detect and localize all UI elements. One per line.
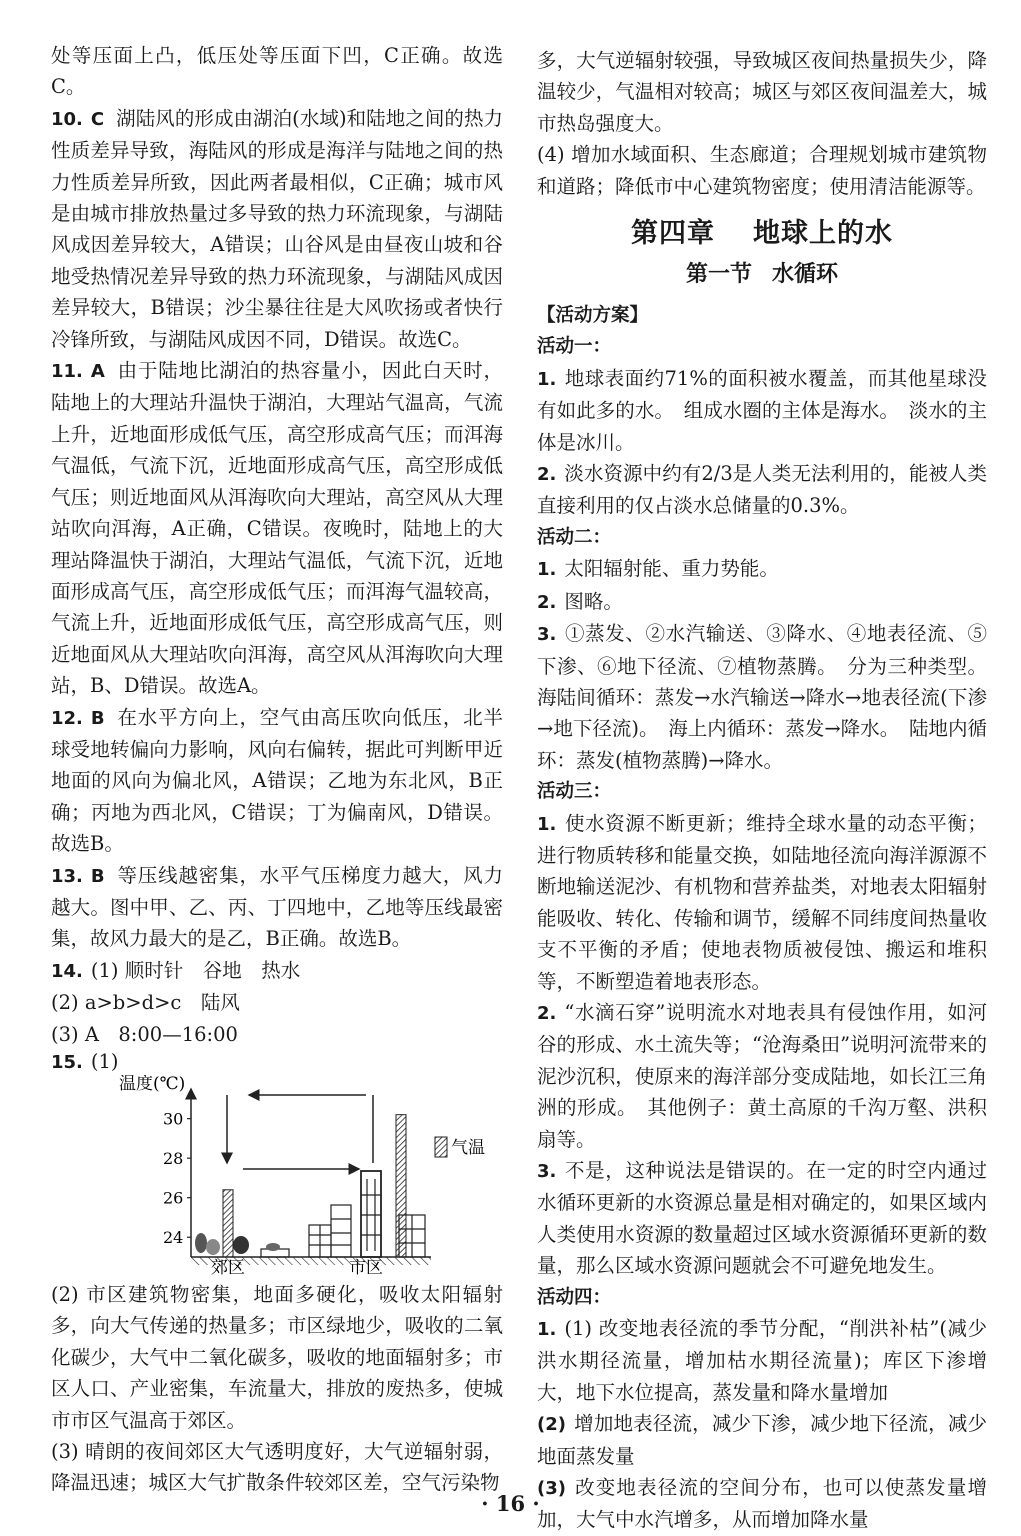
y-tick-label: 26 xyxy=(163,1188,184,1208)
activity-2-heading: 活动二： xyxy=(537,526,612,548)
y-tick-label: 28 xyxy=(163,1149,184,1169)
city-buildings-icon xyxy=(309,1171,425,1257)
left-column xyxy=(51,40,503,1499)
chart-ylabel: 温度(℃) xyxy=(119,1075,186,1094)
activity-3-item-3: 3. 不是，这种说法是错误的。在一定的时空内通过水循环更新的水资源总量是相对确定的，如果区域内人类使用水资源的数量超过区域水资源循环更新的数量，那么区域水资源问题就会不可避免地发生。 xyxy=(537,1159,987,1278)
answer-15-part3-cont: 多，大气逆辐射较强，导致城区夜间热量损失少，降温较少，气温相对较高；城区与郊区夜间温差大，城市热岛强度大。 xyxy=(537,49,987,135)
activity-4-heading: 活动四： xyxy=(537,1286,612,1308)
activity-3-heading: 活动三： xyxy=(537,781,612,803)
page-number: · 16 · xyxy=(481,1491,540,1516)
right-column xyxy=(537,45,987,1536)
answer-11: 11. A 由于陆地比湖泊的热容量小，因此白天时，陆地上的大理站升温快于湖泊，大理站气温高，气流上升，近地面形成低气压，高空形成高气压；而洱海气温低，气流下沉，近地面形成高气压，高空形成低气压；则近地面风从洱海吹向大理站，高空风从大理站吹向洱海，A正确，C错误。夜晚时，陆地上的大理站降温快于湖泊，大理站气温低，气流下沉，近地面形成高气压，高空形成低气压；而洱海气温较高，气流上升，近地面形成低气压，高空形成高气压，则近地面风从大理站吹向洱海，高空风从洱海吹向大理站，B、D错误。故选A。 xyxy=(51,359,503,698)
y-tick-label: 30 xyxy=(163,1109,184,1129)
suburb-trees-icon xyxy=(195,1233,289,1257)
bar-市区 xyxy=(396,1115,406,1257)
answer-14-line3: (3) A 8:00—16:00 xyxy=(51,1022,238,1046)
activity-4-item-2: (2) 增加地表径流，减少下渗，减少地下径流，减少地面蒸发量 xyxy=(537,1412,987,1468)
activity-3-item-1: 1. 使水资源不断更新；维持全球水量的动态平衡；进行物质转移和能量交换，如陆地径流向海洋源源不断地输送泥沙、有机物和营养盐类，对地表太阳辐射能吸收、转化、传输和调节，缓解不同纬度间热量收支不平衡的矛盾；使地表物质被侵蚀、搬运和堆积等，不断塑造着地表形态。 xyxy=(537,811,987,993)
answer-15-part4: (4) 增加水域面积、生态廊道；合理规划城市建筑物和道路；降低市中心建筑物密度；使用清洁能源等。 xyxy=(537,143,987,198)
x-label-city: 市区 xyxy=(349,1258,383,1275)
answer-15-line1: 15. (1) xyxy=(51,1050,119,1073)
activity-3-item-2: 2. “水滴石穿”说明流水对地表具有侵蚀作用，如河谷的形成、水土流失等；“沧海桑田”说明河流带来的泥沙沉积，使原来的海洋部分变成陆地，如长江三角洲的形成。 其他例子：黄土高原的千沟万壑、洪积扇等。 xyxy=(537,1000,987,1151)
y-tick-label: 24 xyxy=(163,1228,184,1248)
answer-10: 10. C 湖陆风的形成由湖泊(水域)和陆地之间的热力性质差异导致，海陆风的形成是海洋与陆地之间的热力性质差异所致，因此两者最相似，C正确；城市风是由城市排放热量过多导致的热力环流现象，与湖陆风成因差异较大，A错误；山谷风是由昼夜山坡和谷地受热情况差异导致的热力环流现象，与湖陆风成因差异较大，B错误；沙尘暴往往是大风吹扬或者快行冷锋所致，与湖陆风成因不同，D错误。故选C。 xyxy=(51,106,503,351)
activity-4-item-3: (3) 改变地表径流的空间分布，也可以使蒸发量增加，大气中水汽增多，从而增加降水量 xyxy=(537,1476,987,1532)
activity-2-item-3: 3. ①蒸发、②水汽输送、③降水、④地表径流、⑤下渗、⑥地下径流、⑦植物蒸腾。 分为三种类型。海陆间循环：蒸发→水汽输送→降水→地表径流(下渗→地下径流)。 海上内循环：蒸发→降水。 陆地内循环：蒸发(植物蒸腾)→降水。 xyxy=(537,622,987,772)
x-label-suburb: 郊区 xyxy=(211,1258,245,1275)
activity-1-item-2: 2. 淡水资源中约有2/3是人类无法利用的，能被人类直接利用的仅占淡水总储量的0.3%。 xyxy=(537,462,987,518)
temperature-chart xyxy=(51,1075,503,1275)
chart-legend xyxy=(435,1137,485,1158)
answer-14-line2: (2) a>b>d>c 陆风 xyxy=(51,991,240,1015)
legend-swatch xyxy=(435,1137,447,1157)
activity-4-item-1: 1. (1) 改变地表径流的季节分配，“削洪补枯”(减少洪水期径流量，增加枯水期径流量)；库区下渗增大，地下水位提高，蒸发量和降水量增加 xyxy=(537,1317,987,1404)
activity-plan-heading: 【活动方案】 xyxy=(537,305,649,327)
activity-1-item-1: 1. 地球表面约71%的面积被水覆盖，而其他星球没有如此多的水。 组成水圈的主体是海水。 淡水的主体是冰川。 xyxy=(537,366,987,454)
activity-2-item-1: 1. 太阳辐射能、重力势能。 xyxy=(537,557,779,581)
answer-14-line1: 14. (1) 顺时针 谷地 热水 xyxy=(51,958,301,982)
answer-15-part3: (3) 晴朗的夜间郊区大气透明度好，大气逆辐射弱，降温迅速；城区大气扩散条件较郊区差，空气污染物 xyxy=(51,1440,503,1495)
circulation-arrows xyxy=(227,1095,373,1169)
answer-15-part2: (2) 市区建筑物密集，地面多硬化，吸收太阳辐射多，向大气传递的热量多；市区绿地少，吸收的二氧化碳少，大气中二氧化碳多，吸收的地面辐射多；市区人口、产业密集，车流量大，排放的废热多，使城市市区气温高于郊区。 xyxy=(51,1283,503,1432)
answer-13: 13. B 等压线越密集，水平气压梯度力越大，风力越大。图中甲、乙、丙、丁四地中，乙地等压线最密集，故风力最大的是乙，B正确。故选B。 xyxy=(51,863,503,951)
chapter-title: 第四章 地球上的水 xyxy=(631,218,893,250)
activity-2-item-2: 2. 图略。 xyxy=(537,589,623,613)
answer-12: 12. B 在水平方向上，空气由高压吹向低压，北半球受地转偏向力影响，风向右偏转，据此可判断甲近地面的风向为偏北风，A错误；乙地为东北风，B正确；丙地为西北风，C错误；丁为偏南风，D错误。故选B。 xyxy=(51,705,503,856)
answer-9-tail: 处等压面上凸，低压处等压面下凹，C正确。故选C。 xyxy=(51,44,503,99)
legend-label: 气温 xyxy=(451,1138,485,1158)
bar-郊区 xyxy=(223,1190,233,1257)
section-title: 第一节 水循环 xyxy=(685,261,839,288)
activity-1-heading: 活动一： xyxy=(537,336,612,358)
